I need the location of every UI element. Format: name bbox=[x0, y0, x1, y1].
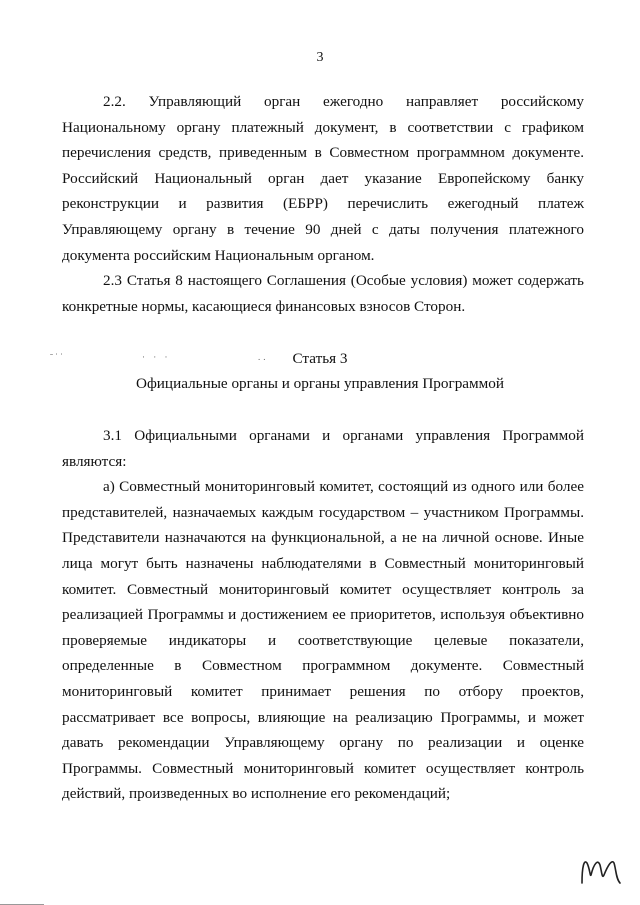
article-number: Статья 3 bbox=[292, 350, 348, 367]
scan-artifact-dots: · · · bbox=[142, 352, 171, 362]
scan-artifact-left: ˉ˙˙ bbox=[50, 352, 65, 362]
paragraph-3-1: 3.1 Официальными органами и органами управления Программой являются: bbox=[62, 427, 584, 470]
paragraph-2-2: 2.2. Управляющий орган ежегодно направляет российскому Национальному органу платежный документ, в соответствии с графиком перечисления средств, приведенным в Совместном программном документе. Российский Национальный орган дает указание Европейскому банку реконструкции и развития (ЕБРР) перечислить ежегодный платеж Управляющему органу в течение 90 дней с даты получения платежного документа российским Национальным органом. bbox=[62, 93, 584, 264]
article-title: Официальные органы и органы управления Программой bbox=[136, 375, 504, 392]
handwritten-initials-signature bbox=[578, 853, 624, 889]
section-2-text bbox=[62, 89, 584, 319]
page-number: 3 bbox=[316, 50, 324, 65]
paragraph-3-1-a: а) Совместный мониторинговый комитет, состоящий из одного или более представителей, назначаемых каждым государством – участником Программы. Представители назначаются на функциональной, а не на личной основе. Иные лица могут быть назначены наблюдателями в Совместный мониторинговый комитет. Совместный мониторинговый комитет осуществляет контроль за реализацией Программы и достижением ее приоритетов, используя объективно проверяемые индикаторы и соответствующие целевые показатели, определенные в Совместном программном документе. Совместный мониторинговый комитет принимает решения по отбору проектов, рассматривает все вопросы, влияющие на реализацию Программы, и может давать рекомендации Управляющему органу по реализации и оценке Программы. Совместный мониторинговый комитет осуществляет контроль действий, произведенных во исполнение его рекомендаций; bbox=[62, 478, 584, 803]
scan-artifact-dots-2: .. bbox=[258, 352, 269, 362]
section-3-text bbox=[62, 423, 584, 807]
paragraph-2-3: 2.3 Статья 8 настоящего Соглашения (Особые условия) может содержать конкретные нормы, касающиеся финансовых взносов Сторон. bbox=[62, 272, 584, 315]
